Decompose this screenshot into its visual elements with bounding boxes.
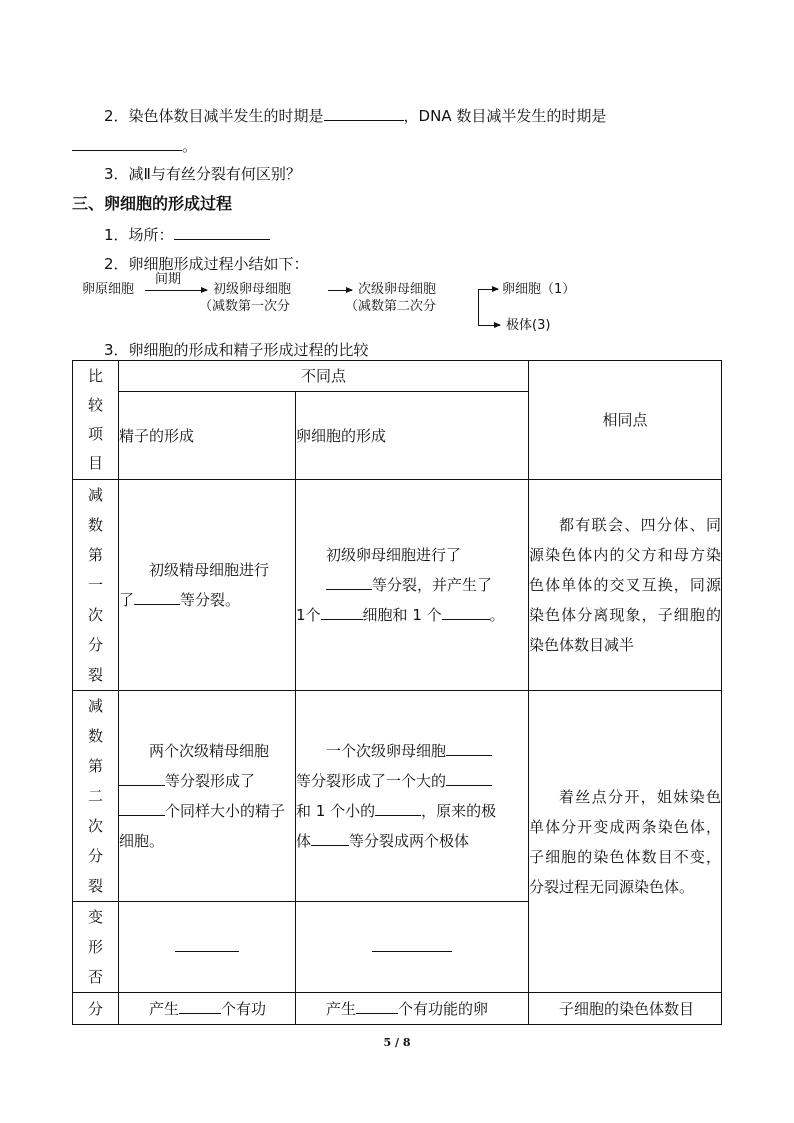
item-1-label: 1．场所： <box>104 226 174 244</box>
item-1 <box>104 225 270 245</box>
row-meiosis1-same: 都有联会、四分体、同源染色体内的父方和母方染色体单体的交叉互换，同源染色体分离现象，子细胞的染色体数目减半 <box>529 480 722 691</box>
arrow-icon <box>328 290 352 291</box>
header-same: 相同点 <box>529 361 722 480</box>
answer-blank <box>446 771 492 786</box>
question-2-line2 <box>72 136 197 156</box>
row-meiosis2-same: 着丝点分开，姐妹染色单体分开变成两条染色体，子细胞的染色体数目不变，分裂过程无同源染色体。 <box>529 691 722 993</box>
header-different: 不同点 <box>119 361 529 392</box>
answer-blank <box>326 575 372 590</box>
page-number: 5 / 8 <box>383 1036 411 1049</box>
diagram-meiosis1: （减数第一次分 <box>199 299 291 314</box>
branch-line <box>478 289 479 325</box>
answer-blank <box>372 937 452 952</box>
answer-blank <box>174 225 270 240</box>
answer-blank <box>356 999 398 1014</box>
diagram-polar: 极体(3) <box>506 318 551 333</box>
answer-blank <box>446 741 492 756</box>
row-4-egg: 产生 个有功能的卵 <box>296 993 529 1025</box>
diagram-egg: 卵细胞（1） <box>502 282 576 297</box>
header-sperm: 精子的形成 <box>119 392 296 480</box>
row-4-label: 分 <box>73 993 119 1025</box>
row-meiosis2-sperm: 两个次级精母细胞 等分裂形成了 个同样大小的精子细胞。 <box>119 691 296 902</box>
row-transform-sperm <box>119 902 296 993</box>
row-meiosis1-sperm: 初级精母细胞进行 了 等分裂。 <box>119 480 296 691</box>
comparison-table <box>72 360 722 1025</box>
diagram-primary: 初级卵母细胞 <box>213 282 292 297</box>
row-meiosis1-egg: 初级卵母细胞进行了 等分裂，并产生了 1个 细胞和 1 个 。 <box>296 480 529 691</box>
row-4-same: 子细胞的染色体数目 <box>529 993 722 1025</box>
diagram-start: 卵原细胞 <box>82 282 135 297</box>
diagram-secondary: 次级卵母细胞 <box>358 282 437 297</box>
arrow-icon <box>145 290 207 291</box>
answer-blank <box>311 831 349 846</box>
answer-blank <box>175 937 239 952</box>
question-2-line1 <box>104 106 606 126</box>
header-compare-item: 比较项目 <box>73 361 119 480</box>
section-title: 三、卵细胞的形成过程 <box>72 194 233 213</box>
row-meiosis1-label: 减数第一次分裂 <box>73 480 119 691</box>
answer-blank <box>134 590 180 605</box>
answer-blank <box>324 106 404 121</box>
row-meiosis2-label: 减数第二次分裂 <box>73 691 119 902</box>
diagram-interphase: 间期 <box>155 272 182 287</box>
period-text: 。 <box>182 137 198 155</box>
item-2: 2．卵细胞形成过程小结如下： <box>104 255 309 273</box>
arrow-icon <box>478 289 498 290</box>
question-3: 3．减Ⅱ与有丝分裂有何区别？ <box>104 165 301 183</box>
arrow-icon <box>478 325 500 326</box>
answer-blank <box>119 801 165 816</box>
header-egg: 卵细胞的形成 <box>296 392 529 480</box>
row-4-sperm: 产生 个有功 <box>119 993 296 1025</box>
answer-blank <box>119 771 165 786</box>
question-2-dna-text: ，DNA 数目减半发生的时期是 <box>403 107 607 125</box>
diagram-meiosis2: （减数第二次分 <box>345 299 437 314</box>
answer-blank <box>442 605 490 620</box>
answer-blank <box>375 801 421 816</box>
item-3: 3．卵细胞的形成和精子形成过程的比较 <box>104 341 369 359</box>
row-meiosis2-egg: 一个次级卵母细胞 等分裂形成了一个大的 和 1 个小的 ，原来的极 体 等分裂成两个极体 <box>296 691 529 902</box>
row-transform-egg <box>296 902 529 993</box>
answer-blank <box>179 999 221 1014</box>
question-2-text: 2．染色体数目减半发生的时期是 <box>104 107 324 125</box>
answer-blank <box>72 136 182 151</box>
answer-blank <box>321 605 363 620</box>
row-transform-label: 变形否 <box>73 902 119 993</box>
